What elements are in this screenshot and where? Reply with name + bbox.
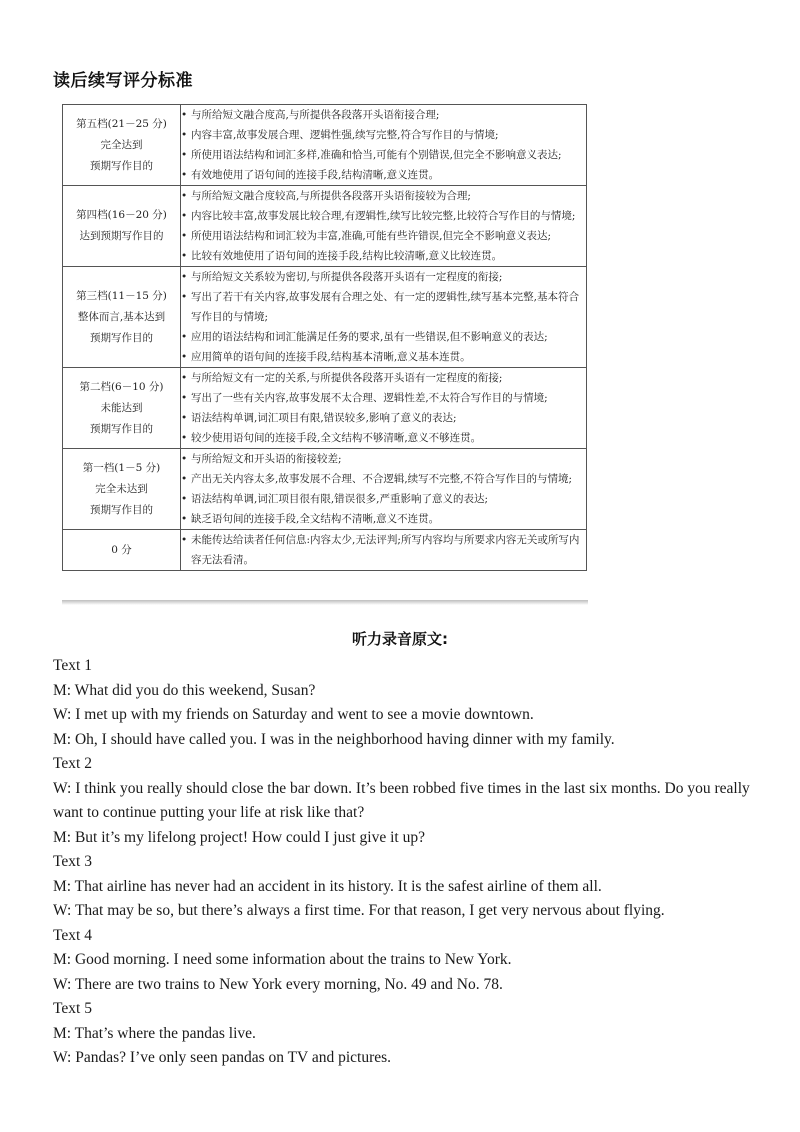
criterion-item: • 与所给短文融合度较高,与所提供各段落开头语衔接较为合理;: [181, 186, 586, 206]
rubric-row: [63, 186, 587, 267]
criteria-list: [181, 368, 586, 448]
criteria-cell: [181, 267, 587, 368]
transcript-line: W: There are two trains to New York every morning, No. 49 and No. 78.: [53, 975, 503, 993]
grade-label-line: 达到预期写作目的: [79, 230, 164, 242]
grade-label-line: 第五档(21－25 分): [76, 117, 167, 130]
grade-cell: [63, 530, 181, 571]
transcript-body: [53, 654, 753, 1071]
scan-shadow: [62, 600, 588, 605]
criterion-item: • 与所给短文有一定的关系,与所提供各段落开头语有一定程度的衔接;: [181, 368, 586, 388]
grade-label-line: 第一档(1－5 分): [82, 461, 161, 474]
criterion-item: • 产出无关内容太多,故事发展不合理、不合逻辑,续写不完整,不符合写作目的与情境;: [181, 469, 586, 489]
criterion-item: • 比较有效地使用了语句间的连接手段,结构比较清晰,意义比较连贯。: [181, 246, 586, 266]
criterion-item: • 写出了一些有关内容,故事发展不太合理、逻辑性差,不太符合写作目的与情境;: [181, 388, 586, 408]
rubric-row: [63, 267, 587, 368]
grade-label-line: 第三档(11－15 分): [76, 289, 167, 302]
transcript-line: M: That airline has never had an accident in its history. It is the safest airline of them all.: [53, 877, 602, 895]
rubric-row: [63, 530, 587, 571]
criterion-item: • 应用简单的语句间的连接手段,结构基本清晰,意义基本连贯。: [181, 347, 586, 367]
criterion-item: • 所使用语法结构和词汇较为丰富,准确,可能有些许错误,但完全不影响意义表达;: [181, 226, 586, 246]
criterion-item: • 应用的语法结构和词汇能满足任务的要求,虽有一些错误,但不影响意义的表达;: [181, 327, 586, 347]
grade-cell: [63, 105, 181, 186]
rubric-row: [63, 449, 587, 530]
criteria-cell: [181, 449, 587, 530]
transcript-line: W: I think you really should close the bar down. It’s been robbed five times in the last six months. Do you really want to continue putting your life at risk like that?: [53, 779, 750, 821]
grade-cell: [63, 267, 181, 368]
criterion-item: • 有效地使用了语句间的连接手段,结构清晰,意义连贯。: [181, 165, 586, 185]
grade-label-line: 完全未达到: [95, 482, 148, 495]
criterion-item: • 语法结构单调,词汇项目有限,错误较多,影响了意义的表达;: [181, 408, 586, 428]
grade-label-line: 整体而言,基本达到: [77, 310, 166, 323]
rubric-row: [63, 105, 587, 186]
criteria-cell: [181, 186, 587, 267]
grade-cell: [63, 449, 181, 530]
transcript-line: W: I met up with my friends on Saturday and went to see a movie downtown.: [53, 706, 534, 723]
criteria-list: [181, 105, 586, 185]
criterion-item: • 写出了若干有关内容,故事发展有合理之处、有一定的逻辑性,续写基本完整,基本符合写作目的与情境;: [181, 287, 586, 327]
criterion-item: • 较少使用语句间的连接手段,全文结构不够清晰,意义不够连贯。: [181, 428, 586, 448]
transcript-line: M: But it’s my lifelong project! How could I just give it up?: [53, 828, 425, 846]
criterion-item: • 缺乏语句间的连接手段,全文结构不清晰,意义不连贯。: [181, 509, 586, 529]
criterion-item: • 与所给短文关系较为密切,与所提供各段落开头语有一定程度的衔接;: [181, 267, 586, 287]
grade-label-line: 预期写作目的: [90, 159, 153, 172]
transcript-line: Text 5: [53, 1000, 92, 1017]
transcript-line: M: That’s where the pandas live.: [53, 1024, 256, 1042]
transcript-line: W: That may be so, but there’s always a first time. For that reason, I get very nervous about flying.: [53, 902, 665, 919]
criteria-list: [181, 530, 586, 570]
grade-label-line: 未能达到: [100, 401, 143, 414]
rubric-row: [63, 368, 587, 449]
grade-label-line: 预期写作目的: [90, 331, 153, 344]
transcript-line: M: Good morning. I need some information about the trains to New York.: [53, 951, 512, 968]
transcript-line: Text 1: [53, 657, 92, 674]
criteria-cell: [181, 530, 587, 571]
grade-label-line: 0 分: [111, 543, 132, 556]
transcript-line: M: What did you do this weekend, Susan?: [53, 681, 316, 699]
criterion-item: • 语法结构单调,词汇项目很有限,错误很多,严重影响了意义的表达;: [181, 489, 586, 509]
grade-label-line: 预期写作目的: [90, 422, 153, 435]
criteria-list: [181, 186, 586, 266]
transcript-line: W: Pandas? I’ve only seen pandas on TV and pictures.: [53, 1049, 392, 1066]
rubric-heading: 读后续写评分标准: [53, 71, 193, 91]
grade-cell: [63, 368, 181, 449]
transcript-line: M: Oh, I should have called you. I was in the neighborhood having dinner with my family.: [53, 730, 615, 748]
grade-cell: [63, 186, 181, 267]
criterion-item: • 所使用语法结构和词汇多样,准确和恰当,可能有个别错误,但完全不影响意义表达;: [181, 145, 586, 165]
criterion-item: • 内容丰富,故事发展合理、逻辑性强,续写完整,符合写作目的与情境;: [181, 125, 586, 145]
transcript-title: 听力录音原文:: [352, 630, 448, 648]
criteria-list: [181, 267, 586, 367]
criteria-list: [181, 449, 586, 529]
grade-label-line: 完全达到: [100, 138, 143, 151]
transcript-line: Text 4: [53, 926, 92, 944]
transcript-line: Text 2: [53, 755, 92, 772]
criterion-item: • 与所给短文和开头语的衔接较差;: [181, 449, 586, 469]
criteria-cell: [181, 368, 587, 449]
criterion-item: • 内容比较丰富,故事发展比较合理,有逻辑性,续写比较完整,比较符合写作目的与情境;: [181, 206, 586, 226]
grade-label-line: 第二档(6－10 分): [79, 380, 164, 393]
transcript-line: Text 3: [53, 853, 92, 870]
criterion-item: • 与所给短文融合度高,与所提供各段落开头语衔接合理;: [181, 105, 586, 125]
criterion-item: • 未能传达给读者任何信息:内容太少,无法评判;所写内容均与所要求内容无关或所写内容无法看清。: [181, 530, 586, 570]
scoring-rubric-table: [62, 104, 587, 571]
grade-label-line: 第四档(16－20 分): [76, 209, 167, 221]
grade-label-line: 预期写作目的: [90, 503, 153, 516]
criteria-cell: [181, 105, 587, 186]
